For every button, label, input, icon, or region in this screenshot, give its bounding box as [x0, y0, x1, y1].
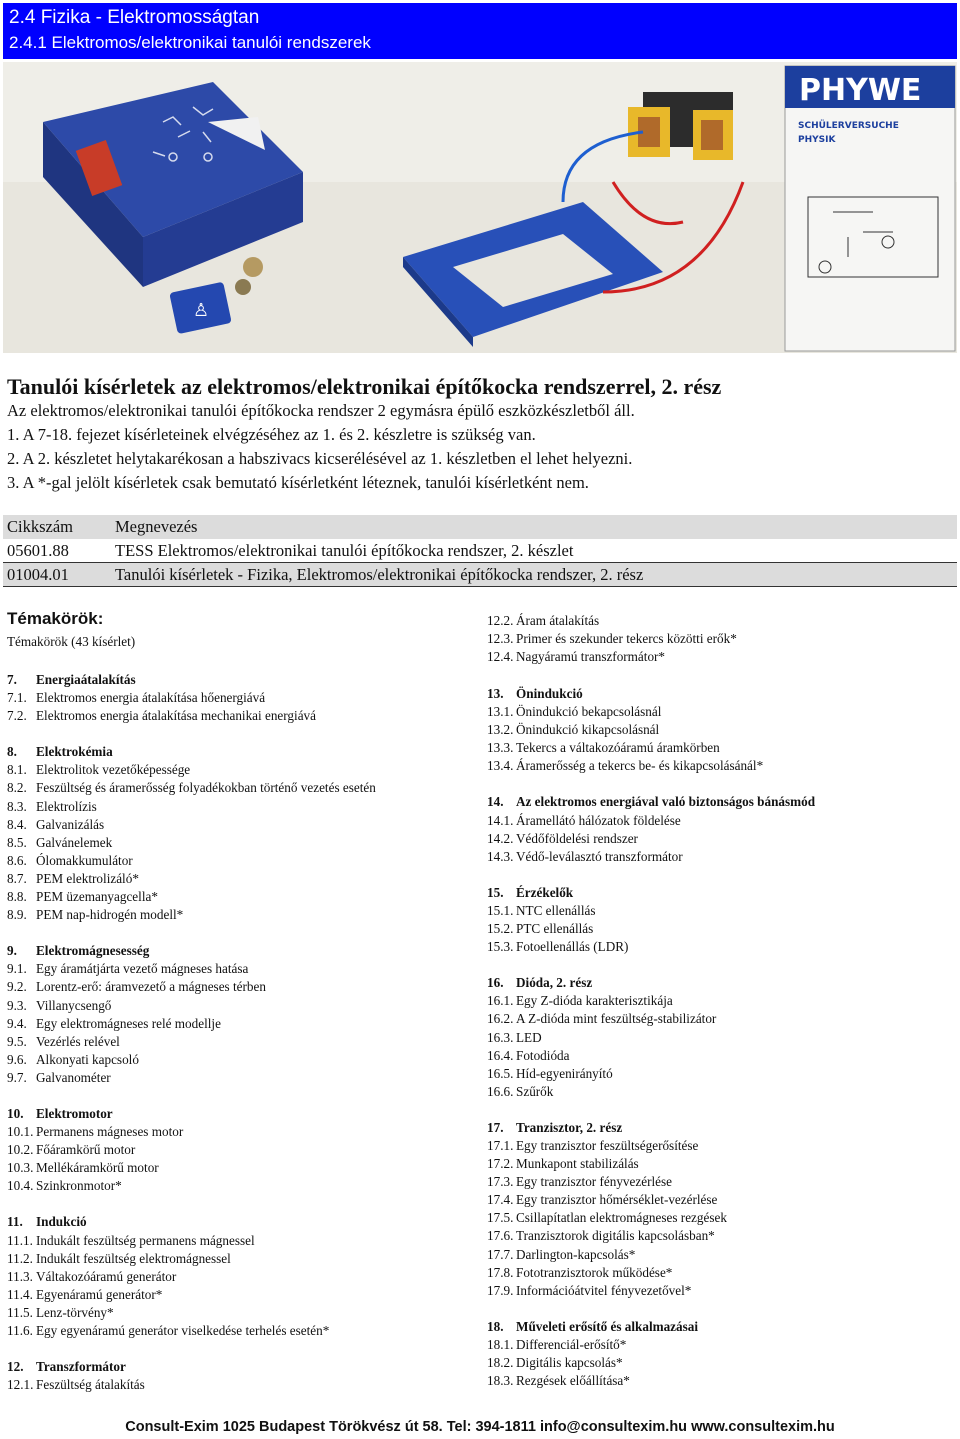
topic-item — [487, 902, 957, 920]
topic-item — [487, 1137, 957, 1155]
topic-item-number: 14.3. — [487, 848, 514, 864]
topics-heading: Témakörök: — [7, 609, 104, 628]
intro-line: Az elektromos/elektronikai tanulói építőkocka rendszer 2 egymásra épülő eszközkészletből áll. — [7, 401, 635, 420]
footer-contact: Consult-Exim 1025 Budapest Törökvész út 58. Tel: 394-1811 info@consultexim.hu www.consultexim.hu — [125, 1419, 835, 1435]
topic-item-label: Önindukció kikapcsolásnál — [516, 722, 660, 738]
topic-item-label: Elektrolízis — [36, 798, 97, 814]
topic-item-label: Indukált feszültség permanens mágnessel — [36, 1232, 255, 1248]
topic-item-label: Fotoellenállás (LDR) — [516, 939, 629, 955]
topic-item — [487, 1029, 957, 1047]
topic-item-number: 17.4. — [487, 1192, 514, 1208]
topic-item-number: 13.2. — [487, 722, 514, 738]
topic-item-number: 10.3. — [7, 1160, 34, 1176]
topic-item — [7, 997, 477, 1015]
topic-item-label: Villanycsengő — [36, 997, 112, 1013]
topic-item-number: 10.4. — [7, 1178, 34, 1194]
topic-item-label: Lorentz-erő: áramvezető a mágneses térben — [36, 979, 266, 995]
topic-item-label: Védőföldelési rendszer — [516, 830, 638, 846]
book-subject-label: PHYSIK — [798, 135, 836, 145]
topic-item-number: 13.3. — [487, 740, 514, 756]
topic-item — [7, 1268, 477, 1286]
topic-section-label: Transzformátor — [36, 1359, 126, 1375]
topic-item — [7, 960, 477, 978]
topic-section-label: Indukció — [36, 1214, 87, 1230]
topic-item-number: 12.3. — [487, 631, 514, 647]
topic-item — [487, 1227, 957, 1245]
topic-section-number: 18. — [487, 1318, 504, 1334]
topic-item-label: Egy egyenáramú generátor viselkedése terhelés esetén* — [36, 1323, 330, 1338]
topic-item-label: Darlington-kapcsolás* — [516, 1246, 636, 1262]
topic-item — [7, 870, 477, 888]
topic-item-number: 10.1. — [7, 1124, 34, 1140]
topic-item-number: 17.9. — [487, 1282, 514, 1298]
topic-item — [487, 1191, 957, 1209]
topic-item-label: Védő-leválasztó transzformátor — [516, 848, 683, 864]
topic-item-number: 8.9. — [7, 907, 27, 923]
topic-section-label: Tranzisztor, 2. rész — [516, 1119, 623, 1135]
topic-item — [7, 1159, 477, 1177]
topic-item — [487, 992, 957, 1010]
topic-item-number: 8.7. — [7, 870, 27, 886]
topic-item-number: 8.2. — [7, 780, 27, 796]
topic-item — [7, 1141, 477, 1159]
topic-item — [7, 978, 477, 996]
topic-item — [7, 1051, 477, 1069]
topic-section-title — [487, 1318, 957, 1336]
topic-item-number: 9.4. — [7, 1015, 27, 1031]
topic-item-label: Egy tranzisztor hőmérséklet-vezérlése — [516, 1192, 718, 1208]
topic-item-label: Lenz-törvény* — [36, 1304, 114, 1320]
topic-item-label: PEM nap-hidrogén modell* — [36, 907, 184, 923]
topic-item-label: Elektromos energia átalakítása hőenergiává — [36, 690, 266, 706]
topic-item-label: Differenciál-erősítő* — [516, 1336, 627, 1352]
topic-item-label: Vezérlés relével — [36, 1033, 120, 1049]
topic-section-number: 13. — [487, 686, 504, 701]
person-icon: ♙ — [193, 300, 210, 321]
topic-item — [487, 1010, 957, 1028]
topic-item — [7, 798, 477, 816]
topic-section-title — [7, 942, 477, 960]
intro-line: 3. A *-gal jelölt kísérletek csak bemutató kísérletként léteznek, tanulói kísérletként nem. — [7, 473, 589, 492]
topic-item-number: 15.3. — [487, 939, 514, 955]
topic-item — [7, 816, 477, 834]
topic-item-label: Mellékáramkörű motor — [36, 1160, 159, 1176]
topic-item-number: 7.2. — [7, 708, 27, 724]
topic-item-number: 12.4. — [487, 649, 514, 665]
topic-item — [7, 852, 477, 870]
topic-item-label: Permanens mágneses motor — [36, 1124, 184, 1140]
topic-item — [7, 1177, 477, 1195]
topic-item-number: 11.2. — [7, 1250, 33, 1266]
topic-item — [7, 1286, 477, 1304]
topic-item-label: Ólomakkumulátor — [36, 852, 133, 868]
topic-item-label: Főáramkörű motor — [36, 1142, 136, 1158]
topic-section-title — [7, 1358, 477, 1376]
topic-item — [7, 1015, 477, 1033]
topic-item-number: 15.2. — [487, 921, 514, 937]
topic-item-number: 17.1. — [487, 1137, 514, 1153]
topic-item-number: 8.6. — [7, 852, 27, 868]
topic-item-label: Szűrők — [516, 1083, 554, 1099]
topic-section-title — [487, 974, 957, 992]
topics-column-right — [487, 685, 957, 1390]
intro-block — [7, 374, 953, 495]
topic-item-number: 16.3. — [487, 1029, 514, 1045]
topic-item — [7, 1232, 477, 1250]
topic-item-label: PTC ellenállás — [516, 921, 594, 937]
topic-section-label: Elektromágnesesség — [36, 943, 150, 959]
topic-item — [487, 1173, 957, 1191]
topic-item — [487, 1282, 957, 1300]
topic-item-number: 11.4. — [7, 1286, 33, 1302]
topic-item-number: 9.7. — [7, 1069, 27, 1085]
intro-title: Tanulói kísérletek az elektromos/elektronikai építőkocka rendszerrel, 2. rész — [7, 374, 722, 399]
topic-item — [7, 1123, 477, 1141]
topic-item-number: 17.2. — [487, 1156, 514, 1172]
topic-section-number: 14. — [487, 794, 504, 810]
topic-item-number: 17.6. — [487, 1228, 514, 1244]
topic-item — [487, 1336, 957, 1354]
topic-section-label: Dióda, 2. rész — [516, 975, 593, 991]
topic-item-label: Önindukció bekapcsolásnál — [516, 704, 662, 720]
topic-section-title — [487, 685, 957, 703]
topic-item — [7, 707, 477, 725]
topic-section-number: 17. — [487, 1119, 504, 1135]
topic-section-label: Önindukció — [516, 686, 583, 701]
topic-item — [487, 739, 957, 757]
topic-item — [487, 1083, 957, 1101]
topic-item-number: 11.6. — [7, 1323, 33, 1338]
topic-section-title — [487, 793, 957, 811]
topic-item-label: Feszültség és áramerősség folyadékokban történő vezetés esetén — [36, 780, 376, 796]
topic-item — [487, 1246, 957, 1264]
topic-item-number: 17.5. — [487, 1210, 514, 1226]
topic-item-number: 18.2. — [487, 1355, 514, 1370]
topic-item-label: Csillapítatlan elektromágneses rezgések — [516, 1210, 727, 1226]
column-header-name: Megnevezés — [111, 515, 957, 539]
topic-item — [487, 938, 957, 956]
topic-item — [7, 689, 477, 707]
topic-item-number: 17.8. — [487, 1264, 514, 1280]
topic-item-label: Egy tranzisztor fényvezérlése — [516, 1174, 672, 1190]
topic-item-number: 9.5. — [7, 1033, 27, 1049]
topic-item-label: Galvanizálás — [36, 816, 105, 832]
topic-item-label: Galvanométer — [36, 1069, 111, 1085]
topic-item-label: LED — [516, 1029, 542, 1045]
parts-table — [3, 515, 957, 587]
topic-item — [487, 1264, 957, 1282]
topic-item-number: 10.2. — [7, 1142, 34, 1158]
topic-item-number: 8.5. — [7, 834, 27, 850]
topic-item — [487, 1209, 957, 1227]
topic-item-label: Galvánelemek — [36, 834, 113, 850]
topic-item-number: 13.4. — [487, 758, 514, 774]
topic-section-number: 8. — [7, 744, 17, 760]
topic-item-label: Áramerősség a tekercs be- és kikapcsolásánál* — [516, 758, 764, 774]
topic-item — [487, 721, 957, 739]
part-code: 05601.88 — [3, 539, 111, 563]
topic-item-number: 8.3. — [7, 798, 27, 814]
topic-section-title — [487, 884, 957, 902]
topic-item-number: 17.3. — [487, 1174, 514, 1190]
topic-item-label: Munkapont stabilizálás — [516, 1156, 639, 1172]
book-series-label: SCHÜLERVERSUCHE — [798, 121, 899, 131]
topic-item — [487, 1354, 957, 1372]
section-header — [3, 3, 957, 59]
topics-column-right-continued — [487, 612, 957, 666]
topic-item-label: Váltakozóáramú generátor — [36, 1268, 177, 1284]
topic-item-label: PEM elektrolizáló* — [36, 870, 139, 886]
topic-item-number: 8.1. — [7, 762, 27, 778]
topic-item-number: 17.7. — [487, 1246, 514, 1262]
topic-item-label: Rezgések előállítása* — [516, 1373, 630, 1389]
topic-item-number: 16.1. — [487, 993, 514, 1009]
topic-section-number: 15. — [487, 884, 504, 900]
topic-item-label: Egy Z-dióda karakterisztikája — [516, 993, 673, 1009]
topic-item — [487, 1155, 957, 1173]
topic-item-number: 11.5. — [7, 1304, 33, 1320]
part-code: 01004.01 — [3, 563, 111, 587]
topic-item — [7, 906, 477, 924]
topic-section-title — [7, 1105, 477, 1123]
topic-item-number: 16.4. — [487, 1047, 514, 1063]
table-header-row — [3, 515, 957, 539]
topic-item-number: 11.3. — [7, 1268, 33, 1284]
topic-item-label: Nagyáramú transzformátor* — [516, 649, 666, 665]
topic-item-label: Egy áramátjárta vezető mágneses hatása — [36, 961, 249, 977]
section-title: 2.4 Fizika - Elektromosságtan — [9, 7, 260, 28]
topics-count: Témakörök (43 kísérlet) — [7, 634, 136, 649]
topic-item-label: Tekercs a váltakozóáramú áramkörben — [516, 740, 720, 756]
topic-item — [7, 1322, 477, 1340]
topic-item — [7, 834, 477, 852]
topics-column-left — [7, 671, 477, 1394]
phywe-logo: PHYWE — [799, 73, 922, 108]
topic-item-label: Digitális kapcsolás* — [516, 1355, 623, 1370]
topic-item — [487, 757, 957, 775]
topic-item — [7, 1376, 477, 1394]
topic-item — [487, 1065, 957, 1083]
topic-item-label: Primer és szekunder tekercs közötti erők* — [516, 631, 737, 647]
topic-item-number: 12.2. — [487, 613, 514, 628]
topic-section-title — [7, 1213, 477, 1231]
topic-section-label: Energiaátalakítás — [36, 672, 136, 687]
topic-section-number: 12. — [7, 1359, 24, 1375]
table-row — [3, 539, 957, 563]
topic-item-number: 12.1. — [7, 1377, 34, 1393]
topic-item-number: 16.2. — [487, 1011, 514, 1027]
topic-item-number: 18.3. — [487, 1373, 514, 1389]
topic-item-number: 9.1. — [7, 961, 27, 977]
topic-section-number: 11. — [7, 1214, 23, 1230]
topic-item — [487, 1047, 957, 1065]
topic-item — [7, 1069, 477, 1087]
topic-item-label: Áramellátó hálózatok földelése — [516, 812, 681, 828]
topic-item-label: Áram átalakítás — [516, 613, 600, 628]
topic-item-label: Alkonyati kapcsoló — [36, 1051, 139, 1067]
topic-item — [487, 920, 957, 938]
topic-item-number: 18.1. — [487, 1336, 514, 1352]
topic-item-label: Híd-egyenirányító — [516, 1065, 613, 1081]
topic-section-label: Érzékelők — [516, 884, 574, 900]
topic-item-number: 7.1. — [7, 690, 27, 706]
topic-section-title — [487, 1119, 957, 1137]
topic-item-label: Információátvitel fényvezetővel* — [516, 1282, 692, 1298]
topic-item — [487, 848, 957, 866]
topic-section-number: 16. — [487, 975, 504, 991]
topic-item-label: Feszültség átalakítás — [36, 1377, 145, 1393]
topic-section-title — [7, 743, 477, 761]
topic-item-number: 9.6. — [7, 1051, 27, 1067]
topic-item-label: Indukált feszültség elektromágnessel — [36, 1250, 231, 1266]
topic-item-label: Egyenáramú generátor* — [36, 1286, 163, 1302]
topic-section-number: 9. — [7, 943, 17, 959]
topic-section-title — [7, 671, 477, 689]
topic-section-number: 10. — [7, 1105, 24, 1121]
topic-item-label: Elektromos energia átalakítása mechanikai energiává — [36, 708, 316, 724]
topic-item — [7, 1304, 477, 1322]
part-name: Tanulói kísérletek - Fizika, Elektromos/elektronikai építőkocka rendszer, 2. rész — [111, 563, 957, 587]
topic-item-number: 8.8. — [7, 889, 27, 905]
topic-section-number: 7. — [7, 672, 17, 687]
topic-item-label: Tranzisztorok digitális kapcsolásban* — [516, 1228, 715, 1244]
topic-item — [487, 612, 957, 630]
topic-item-label: Fotodióda — [516, 1047, 570, 1063]
topic-item-number: 16.5. — [487, 1065, 514, 1081]
topic-item — [487, 812, 957, 830]
topic-section-label: Elektromotor — [36, 1105, 113, 1121]
topic-item — [487, 1372, 957, 1390]
topic-item-number: 14.2. — [487, 830, 514, 846]
topic-item-number: 13.1. — [487, 704, 514, 720]
topic-section-label: Elektrokémia — [36, 744, 113, 760]
topic-item — [487, 830, 957, 848]
topic-item-label: PEM üzemanyagcella* — [36, 889, 158, 905]
topic-item — [7, 1250, 477, 1268]
intro-line: 1. A 7-18. fejezet kísérleteinek elvégzéséhez az 1. és 2. készletre is szükség van. — [7, 425, 536, 444]
topic-section-label: Műveleti erősítő és alkalmazásai — [516, 1318, 699, 1334]
topic-item-number: 9.3. — [7, 997, 27, 1013]
topic-item — [7, 761, 477, 779]
topic-item — [7, 779, 477, 797]
topic-item-label: Egy tranzisztor feszültségerősítése — [516, 1137, 699, 1153]
topic-item — [7, 1033, 477, 1051]
topic-item-number: 14.1. — [487, 812, 514, 828]
topic-item-number: 9.2. — [7, 979, 27, 995]
topic-item — [487, 703, 957, 721]
topic-item-label: Egy elektromágneses relé modellje — [36, 1015, 221, 1031]
topic-item-label: A Z-dióda mint feszültség-stabilizátor — [516, 1011, 717, 1027]
section-subtitle: 2.4.1 Elektromos/elektronikai tanulói rendszerek — [9, 33, 371, 52]
topic-item — [487, 648, 957, 666]
topic-item — [7, 888, 477, 906]
part-name: TESS Elektromos/elektronikai tanulói építőkocka rendszer, 2. készlet — [111, 539, 957, 563]
phywe-book-image — [785, 66, 955, 351]
topic-item-label: NTC ellenállás — [516, 902, 596, 918]
table-row — [3, 563, 957, 587]
topic-item — [487, 630, 957, 648]
topic-item-number: 16.6. — [487, 1083, 514, 1099]
topic-item-number: 11.1. — [7, 1232, 33, 1248]
topic-item-label: Elektrolitok vezetőképessége — [36, 762, 191, 778]
topic-item-label: Szinkronmotor* — [36, 1178, 122, 1194]
topic-item-label: Fototranzisztorok működése* — [516, 1264, 673, 1280]
product-photo — [3, 62, 957, 353]
topic-item-number: 8.4. — [7, 816, 27, 832]
column-header-code: Cikkszám — [3, 515, 111, 539]
topic-section-label: Az elektromos energiával való biztonságos bánásmód — [516, 794, 816, 810]
topic-item-number: 15.1. — [487, 902, 514, 918]
intro-line: 2. A 2. készletet helytakarékosan a habszivacs kicserélésével az 1. készletben el lehet helyezni. — [7, 449, 633, 468]
